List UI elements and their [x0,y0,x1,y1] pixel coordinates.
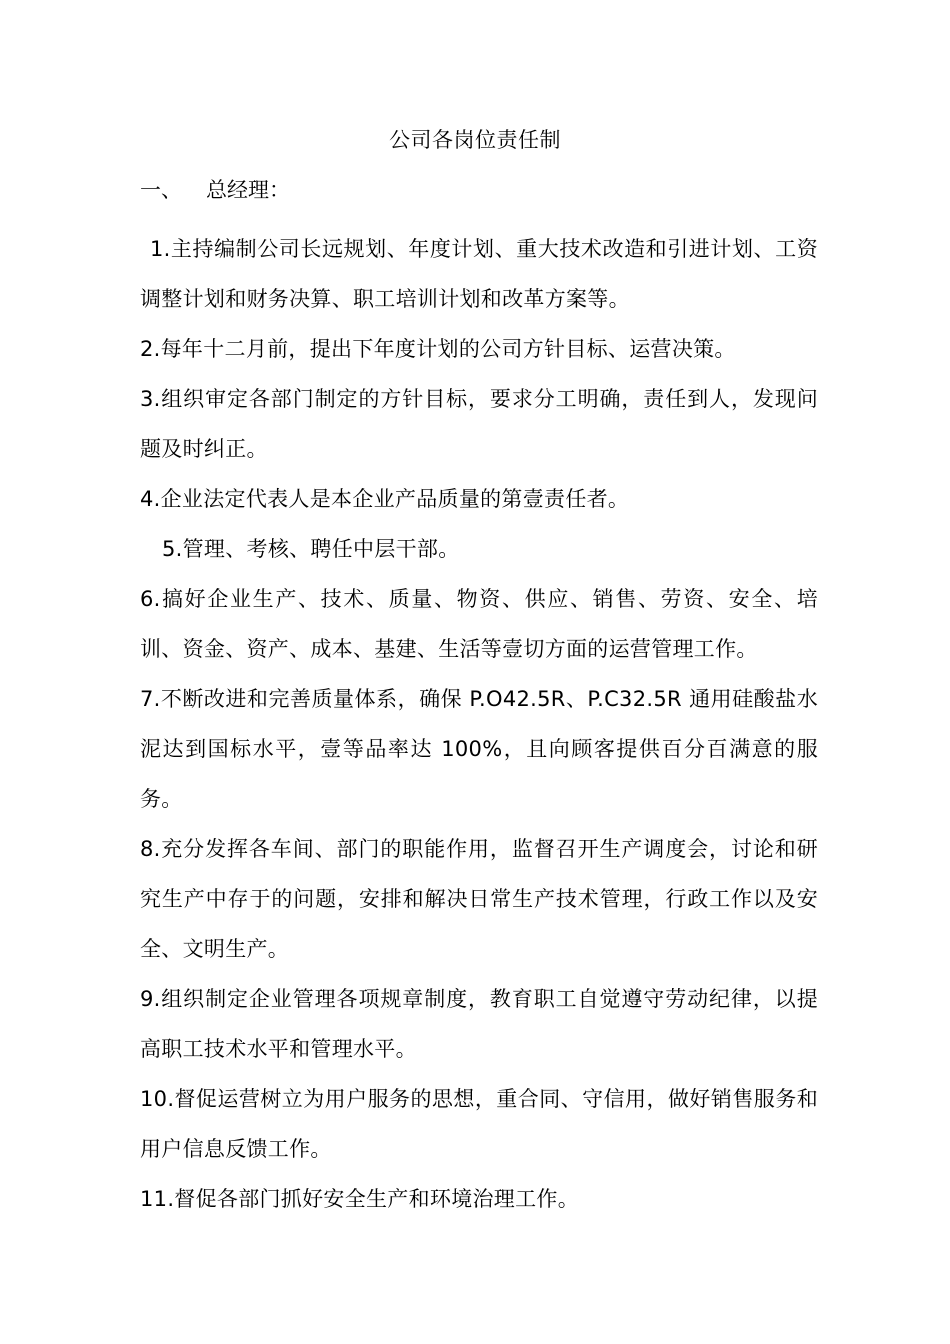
document-body [140,224,818,1224]
section-title: 总经理： [206,178,290,202]
paragraph-item-2: 2.每年十二月前，提出下年度计划的公司方针目标、运营决策。 [140,337,736,361]
document-title: 公司各岗位责任制 [389,128,561,152]
paragraph-item-3: 3.组织审定各部门制定的方针目标，要求分工明确，责任到人，发现问题及时纠正。 [140,387,818,461]
section-number: 一、 [140,178,182,202]
paragraph-item-9: 9.组织制定企业管理各项规章制度，教育职工自觉遵守劳动纪律，以提高职工技术水平和管理水平。 [140,987,818,1061]
paragraph-item-1: 1.主持编制公司长远规划、年度计划、重大技术改造和引进计划、工资调整计划和财务决算、职工培训计划和改革方案等。 [140,237,818,311]
paragraph-item-11: 11.督促各部门抓好安全生产和环境治理工作。 [140,1187,579,1211]
paragraph-item-7: 7.不断改进和完善质量体系，确保 P.O42.5R、P.C32.5R 通用硅酸盐水泥达到国标水平，壹等品率达 100%，且向顾客提供百分百满意的服务。 [140,687,818,811]
paragraph-item-5: 5.管理、考核、聘任中层干部。 [162,537,460,561]
paragraph-item-10: 10.督促运营树立为用户服务的思想，重合同、守信用，做好销售服务和用户信息反馈工作。 [140,1087,818,1161]
paragraph-item-4: 4.企业法定代表人是本企业产品质量的第壹责任者。 [140,487,630,511]
paragraph-item-6: 6.搞好企业生产、技术、质量、物资、供应、销售、劳资、安全、培训、资金、资产、成本、基建、生活等壹切方面的运营管理工作。 [140,587,818,661]
section-heading [140,174,290,206]
paragraph-item-8: 8.充分发挥各车间、部门的职能作用，监督召开生产调度会，讨论和研究生产中存于的问题，安排和解决日常生产技术管理，行政工作以及安全、文明生产。 [140,837,818,961]
